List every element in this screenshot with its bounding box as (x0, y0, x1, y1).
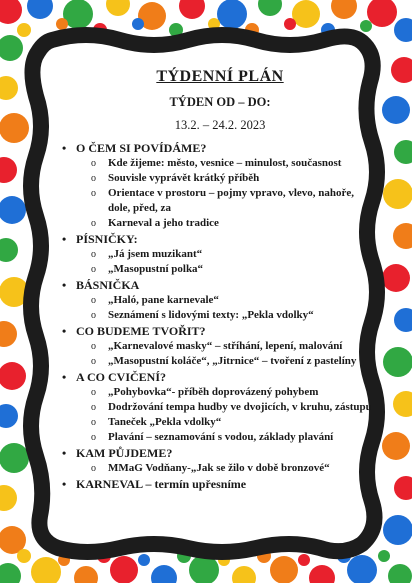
section-item: o „Haló, pane karnevale“ (76, 293, 378, 308)
section-item: o Souvisle vyprávět krátký příběh (76, 171, 378, 186)
page-title: TÝDENNÍ PLÁN (156, 68, 284, 85)
plan-section (62, 232, 378, 277)
plan-section (62, 278, 378, 323)
weekly-plan (62, 66, 378, 536)
section-item: o „Já jsem muzikant“ (76, 247, 378, 262)
section-heading: KARNEVAL – termín upřesníme (76, 477, 247, 491)
plan-section (62, 141, 378, 231)
section-item: o „Masopustní polka“ (76, 262, 378, 277)
section-heading: KAM PŮJDEME? (76, 446, 173, 460)
section-heading: A CO CVIČENÍ? (76, 370, 167, 384)
section-item: o Kde žijeme: město, vesnice – minulost, současnost (76, 156, 378, 171)
plan-sections (62, 141, 378, 492)
plan-section (62, 324, 378, 369)
week-dates: 13.2. – 24.2. 2023 (174, 118, 266, 132)
plan-section (62, 446, 378, 476)
section-items (76, 247, 378, 277)
section-item: o Plavání – seznamování s vodou, základy plavání (76, 430, 378, 445)
section-heading: BÁSNIČKA (76, 278, 140, 292)
section-items (76, 156, 378, 231)
plan-section (62, 477, 378, 492)
section-heading: PÍSNIČKY: (76, 232, 138, 246)
section-item: o „Pohybovka“- příběh doprovázený pohybem (76, 385, 378, 400)
section-heading: O ČEM SI POVÍDÁME? (76, 141, 207, 155)
section-item: o Seznámení s lidovými texty: „Pekla vdolky“ (76, 308, 378, 323)
section-item: o Orientace v prostoru – pojmy vpravo, vlevo, nahoře, dole, před, za (76, 186, 378, 216)
section-item: o „Karnevalové masky“ – stříhání, lepení, malování (76, 339, 378, 354)
section-item: o „Masopustní koláče“, „Jitrnice“ – tvoření z pastelíny (76, 354, 378, 369)
section-items (76, 461, 378, 476)
plan-section (62, 370, 378, 445)
section-items (76, 385, 378, 445)
week-range-label: TÝDEN OD – DO: (169, 95, 271, 109)
section-heading: CO BUDEME TVOŘIT? (76, 324, 206, 338)
section-item: o Dodržování tempa hudby ve dvojicích, v kruhu, zástupu (76, 400, 378, 415)
section-items (76, 339, 378, 369)
section-item: o MMaG Vodňany-„Jak se žilo v době bronzové“ (76, 461, 378, 476)
section-item: o Karneval a jeho tradice (76, 216, 378, 231)
section-items (76, 293, 378, 323)
section-item: o Taneček „Pekla vdolky“ (76, 415, 378, 430)
